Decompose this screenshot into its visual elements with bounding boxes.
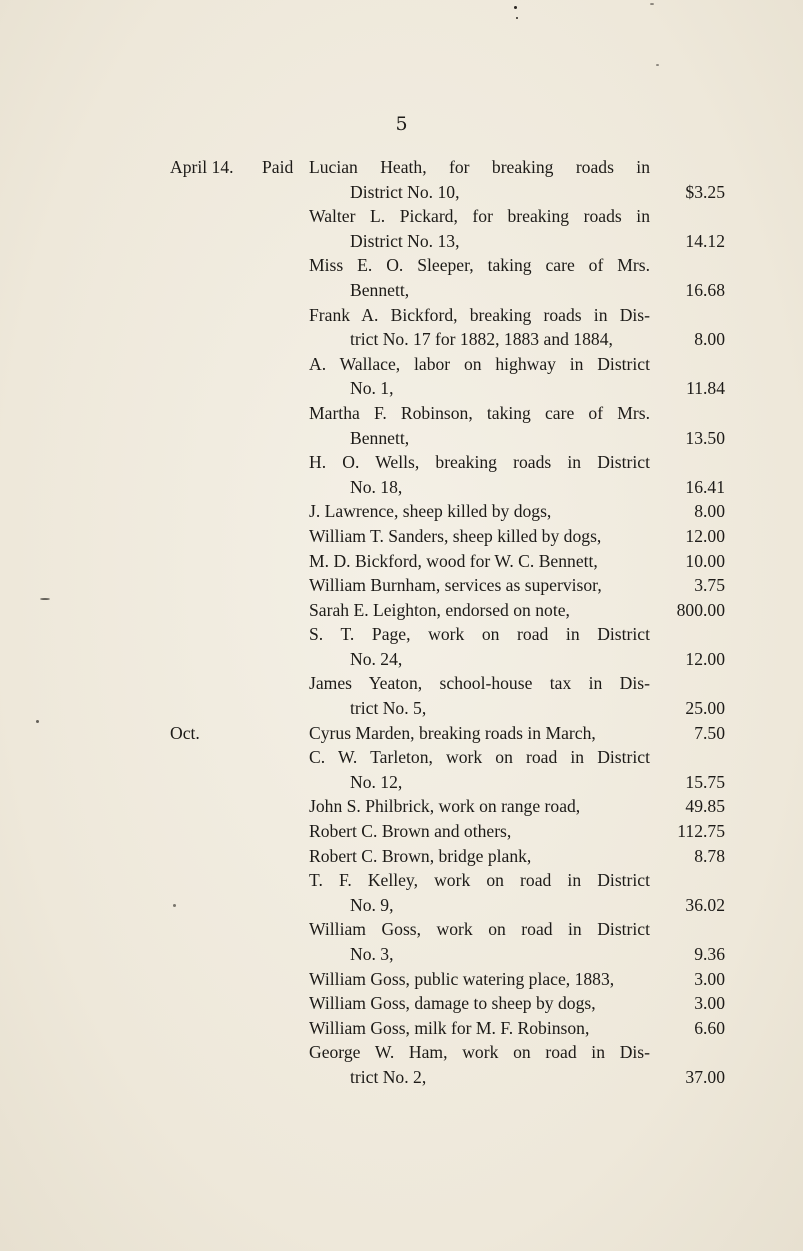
ledger-entry	[170, 401, 725, 450]
entry-description	[309, 745, 650, 794]
entry-description-line: T. F. Kelley, work on road in District	[309, 870, 650, 891]
entry-description	[309, 352, 650, 401]
entry-amount: 11.84	[686, 378, 725, 399]
entry-amount: 36.02	[685, 894, 725, 915]
entry-description	[309, 721, 650, 746]
entry-amount: 49.85	[685, 796, 725, 817]
entry-description	[309, 253, 650, 302]
ink-speck	[656, 64, 659, 66]
entry-amount: 16.41	[685, 476, 725, 497]
entry-description	[309, 967, 650, 992]
entry-description-line: No. 3,	[350, 944, 394, 964]
ledger-entry	[170, 524, 725, 549]
ledger-entry	[170, 155, 725, 204]
entry-description	[309, 622, 650, 671]
entry-description	[309, 573, 650, 598]
entry-description-line: M. D. Bickford, wood for W. C. Bennett,	[309, 550, 598, 571]
page-number: 5	[395, 113, 408, 135]
entry-amount: 7.50	[694, 722, 725, 743]
entry-description-line: No. 9,	[350, 894, 394, 915]
entry-description-line: No. 24,	[350, 648, 403, 669]
entry-description-line: William Goss, work on road in District	[309, 919, 650, 940]
entry-description-line: Lucian Heath, for breaking roads in	[309, 157, 650, 177]
ledger-entry	[170, 499, 725, 524]
entry-description-line: Walter L. Pickard, for breaking roads in	[309, 206, 650, 227]
entry-description-line: Bennett,	[350, 427, 410, 448]
entry-amount: 25.00	[685, 698, 725, 719]
entry-description	[309, 401, 650, 450]
entry-amount: 13.50	[685, 427, 725, 448]
ledger-list	[170, 155, 725, 1090]
entry-description-line: trict No. 2,	[350, 1066, 427, 1087]
entry-description-line: John S. Philbrick, work on range road,	[309, 796, 581, 817]
ledger-entry	[170, 450, 725, 499]
entry-amount: 3.00	[694, 968, 725, 989]
entry-description-line: J. Lawrence, sheep killed by dogs,	[309, 501, 552, 522]
entry-description	[309, 303, 650, 352]
ledger-entry	[170, 549, 725, 574]
entry-description-line: No. 1,	[350, 378, 394, 399]
entry-description	[309, 450, 650, 499]
ledger-entry	[170, 1016, 725, 1041]
entry-amount: 8.00	[694, 501, 725, 522]
entry-description-line: Robert C. Brown, bridge plank,	[309, 845, 532, 866]
ledger-entry	[170, 352, 725, 401]
entry-description-line: No. 18,	[350, 476, 403, 497]
entry-paid-label: Paid	[262, 157, 294, 177]
ledger-entry	[170, 819, 725, 844]
entry-amount: 15.75	[685, 771, 725, 792]
entry-description	[309, 1016, 650, 1041]
entry-amount: 14.12	[685, 230, 725, 251]
entry-description-line: George W. Ham, work on road in Dis-	[309, 1042, 650, 1063]
entry-amount: 9.36	[694, 944, 725, 964]
entry-description	[309, 549, 650, 574]
entry-amount: 8.00	[694, 329, 725, 350]
entry-description-line: William T. Sanders, sheep killed by dogs,	[309, 525, 602, 546]
ledger-entry	[170, 917, 725, 966]
entry-description	[309, 991, 650, 1016]
entry-description-line: Martha F. Robinson, taking care of Mrs.	[309, 402, 650, 423]
entry-description-line: Robert C. Brown and others,	[309, 821, 512, 842]
ledger-entry	[170, 573, 725, 598]
entry-description-line: No. 12,	[350, 771, 403, 792]
entry-description	[309, 204, 650, 253]
ledger-entry	[170, 1040, 725, 1089]
entry-description-line: District No. 10,	[350, 181, 460, 202]
entry-description-line: William Burnham, services as supervisor,	[309, 575, 602, 596]
ledger-entry	[170, 794, 725, 819]
entry-amount: $3.25	[685, 181, 725, 202]
ledger-entry	[170, 721, 725, 746]
entry-amount: 3.00	[694, 993, 725, 1014]
entry-description	[309, 598, 650, 623]
entry-description-line: Sarah E. Leighton, endorsed on note,	[309, 599, 570, 620]
entry-amount: 12.00	[685, 648, 725, 669]
entry-description-line: trict No. 17 for 1882, 1883 and 1884,	[350, 329, 613, 350]
entry-amount: 12.00	[685, 525, 725, 546]
entry-description	[309, 155, 650, 204]
entry-amount: 3.75	[694, 575, 725, 596]
ledger-entry	[170, 622, 725, 671]
entry-amount: 112.75	[677, 821, 725, 842]
entry-description-line: William Goss, public watering place, 1883,	[309, 968, 615, 989]
entry-description-line: William Goss, damage to sheep by dogs,	[309, 993, 596, 1014]
entry-date: April 14.	[170, 157, 234, 177]
ledger-entry	[170, 204, 725, 253]
ledger-entry	[170, 868, 725, 917]
ledger-entry	[170, 671, 725, 720]
entry-description	[309, 917, 650, 966]
ledger-entry	[170, 745, 725, 794]
ink-speck	[514, 6, 517, 9]
entry-description-line: James Yeaton, school-house tax in Dis-	[309, 673, 650, 694]
entry-description-line: William Goss, milk for M. F. Robinson,	[309, 1017, 590, 1038]
entry-description	[309, 844, 650, 869]
entry-amount: 10.00	[685, 550, 725, 571]
ink-speck	[36, 720, 39, 723]
entry-description	[309, 671, 650, 720]
entry-amount: 8.78	[694, 845, 725, 866]
entry-description-line: S. T. Page, work on road in District	[309, 624, 650, 645]
entry-amount: 800.00	[676, 599, 725, 620]
entry-description	[309, 524, 650, 549]
entry-description-line: Cyrus Marden, breaking roads in March,	[309, 722, 596, 743]
ledger-entry	[170, 967, 725, 992]
ledger-entry	[170, 253, 725, 302]
ledger-entry	[170, 303, 725, 352]
entry-description-line: Frank A. Bickford, breaking roads in Dis-	[309, 304, 650, 325]
entry-amount: 6.60	[694, 1017, 725, 1038]
entry-description-line: Bennett,	[350, 279, 410, 300]
entry-description-line: Miss E. O. Sleeper, taking care of Mrs.	[309, 255, 650, 276]
entry-description-line: District No. 13,	[350, 230, 460, 251]
ledger-entry	[170, 598, 725, 623]
ink-speck	[516, 17, 518, 19]
entry-description	[309, 868, 650, 917]
ink-speck	[40, 598, 50, 600]
ledger-entry	[170, 844, 725, 869]
entry-amount: 16.68	[685, 279, 725, 300]
entry-description	[309, 794, 650, 819]
entry-description-line: H. O. Wells, breaking roads in District	[309, 452, 650, 473]
entry-description-line: A. Wallace, labor on highway in District	[309, 353, 650, 374]
entry-description	[309, 1040, 650, 1089]
entry-amount: 37.00	[685, 1066, 725, 1087]
ledger-entry	[170, 991, 725, 1016]
entry-date: Oct.	[170, 722, 200, 743]
entry-description	[309, 499, 650, 524]
ink-speck	[650, 3, 654, 5]
entry-description-line: C. W. Tarleton, work on road in District	[309, 747, 650, 768]
entry-description	[309, 819, 650, 844]
entry-description-line: trict No. 5,	[350, 698, 427, 719]
